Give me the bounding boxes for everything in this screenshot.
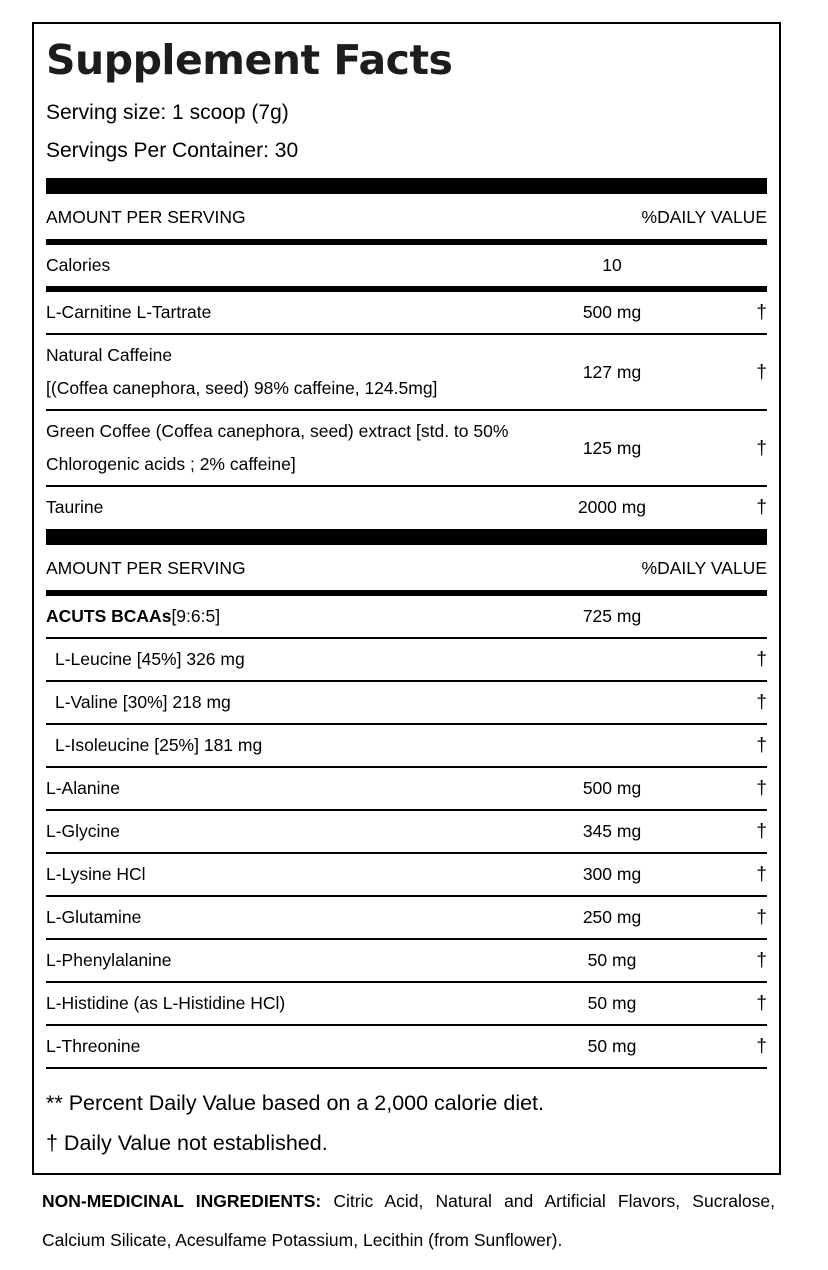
ingredient-dv: † [756,649,767,670]
ingredient-name: L-Histidine (as L-Histidine HCl) [46,993,286,1013]
ingredient-amount: 725 mg [582,606,642,626]
ingredient-amount: 10 [602,255,622,275]
ingredient-amount: 50 mg [587,1036,637,1056]
table-row-threonine [46,1026,767,1069]
supplement-facts-title: Supplement Facts [46,36,453,84]
ingredient-name-rest: [9:6:5] [171,606,221,626]
table-row-calories [46,245,767,292]
footnotes [46,1069,767,1157]
ingredient-name: L-Leucine [45%] 326 mg [55,649,245,669]
ingredient-name [46,415,512,481]
dv-column-header: %DAILY VALUE [641,207,767,227]
table-row-caffeine [46,335,767,411]
ingredient-amount: 125 mg [582,437,642,458]
non-medicinal-paragraph [42,1182,775,1260]
ingredient-name: L-Valine [30%] 218 mg [55,692,231,712]
ingredient-dv: † [756,437,767,459]
ingredient-name: L-Isoleucine [25%] 181 mg [55,735,263,755]
non-medicinal-text: Citric Acid, Natural and Artificial Flavors, Sucralose, Calcium Silicate, Acesulfame Potassium, Lecithin (from Sunflower). [42,1191,775,1250]
footnote-percent-dv: ** Percent Daily Value based on a 2,000 calorie diet. [46,1091,544,1115]
ingredient-amount: 250 mg [582,907,642,927]
table-row-carnitine [46,292,767,335]
table-row-histidine [46,983,767,1026]
ingredient-dv: † [756,907,767,928]
ingredient-amount: 345 mg [582,821,642,841]
ingredient-name: Calories [46,255,111,275]
ingredient-dv: † [756,993,767,1014]
ingredient-name: Taurine [46,497,104,517]
column-header-row [46,545,767,596]
ingredient-name-line2: [(Coffea canephora, seed) 98% caffeine, 124.5mg] [46,378,438,398]
table-row-valine [46,682,767,725]
ingredient-dv: † [756,302,767,323]
serving-size: Serving size: 1 scoop (7g) [46,101,289,124]
ingredient-name [46,606,512,627]
supplement-facts-panel [32,22,781,1175]
non-medicinal-label: NON-MEDICINAL INGREDIENTS: [42,1191,322,1211]
ingredient-name: L-Phenylalanine [46,950,172,970]
column-header-row [46,194,767,245]
table-row-lysine [46,854,767,897]
ingredient-name: L-Threonine [46,1036,141,1056]
servings-per-container: Servings Per Container: 30 [46,139,299,162]
ingredient-amount: 2000 mg [577,497,647,517]
ingredient-dv: † [756,361,767,383]
table-row-phenylalanine [46,940,767,983]
ingredient-dv: † [756,864,767,885]
ingredient-name-line2: Chlorogenic acids ; 2% caffeine] [46,454,296,474]
ingredient-name-line1: Natural Caffeine [46,345,173,365]
amount-column-header: AMOUNT PER SERVING [46,207,246,227]
ingredient-amount: 127 mg [582,361,642,382]
ingredient-name: L-Glycine [46,821,120,841]
ingredient-name: L-Glutamine [46,907,142,927]
ingredient-name: L-Alanine [46,778,120,798]
ingredient-name-line1: Green Coffee (Coffea canephora, seed) extract [std. to 50% [46,421,509,441]
ingredient-dv: † [756,735,767,756]
ingredient-dv: † [756,497,767,518]
ingredient-dv: † [756,692,767,713]
ingredient-dv: † [756,821,767,842]
ingredient-dv: † [756,778,767,799]
ingredient-dv: † [756,950,767,971]
ingredient-name: L-Lysine HCl [46,864,146,884]
ingredient-amount: 50 mg [587,950,637,970]
ingredient-dv: † [756,1036,767,1057]
ingredient-name-bold: ACUTS BCAAs [46,606,172,626]
table-row-leucine [46,639,767,682]
ingredient-amount: 300 mg [582,864,642,884]
amount-column-header: AMOUNT PER SERVING [46,558,246,578]
ingredient-amount: 500 mg [582,302,642,322]
footnote-dagger: † Daily Value not established. [46,1131,328,1155]
thick-divider [46,529,767,545]
table-row-glutamine [46,897,767,940]
table-row-green-coffee [46,411,767,487]
thick-divider [46,178,767,194]
ingredient-amount: 50 mg [587,993,637,1013]
table-row-bcaas [46,596,767,639]
dv-column-header: %DAILY VALUE [641,558,767,578]
ingredient-name: L-Carnitine L-Tartrate [46,302,212,322]
table-row-isoleucine [46,725,767,768]
table-row-taurine [46,487,767,529]
table-row-alanine [46,768,767,811]
ingredient-name [46,339,512,405]
table-row-glycine [46,811,767,854]
ingredient-amount: 500 mg [582,778,642,798]
